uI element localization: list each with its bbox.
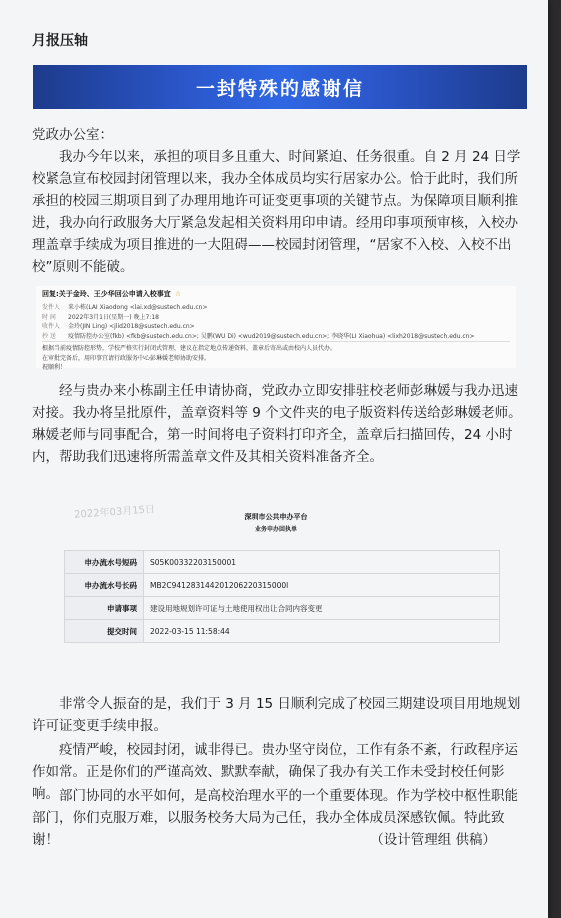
table-row: 提交时间 2022-03-15 11:58:44 xyxy=(65,620,500,643)
email-body-line: 根据当前疫情防控形势，学校严格实行封闭式管理，建议在指定地点传递资料，盖章后寄出或由校内人员代办。 xyxy=(42,345,337,352)
paragraph-3: 非常令人振奋的是，我们于 3 月 15 日顺利完成了校园三期建设项目用地规划许可证变更手续申报。 xyxy=(32,696,521,734)
receipt-table xyxy=(64,550,500,643)
email-header xyxy=(42,303,475,341)
email-header-row: 抄 送 疫情防控办公室(fkb) <fkb@sustech.edu.cn>; 吴鹏(WU Di) <wud2019@sustech.edu.cn>; 李晓华(LI Xiaohua) <lixh2018@sustech.edu.cn> xyxy=(42,332,475,340)
table-row: 申办流水号短码 S05K00332203150001 xyxy=(65,551,500,574)
paragraph-2: 经与贵办来小栋副主任申请协商，党政办立即安排驻校老师彭琳媛与我办迅速对接。我办将呈批原件，盖章资料等 9 个文件夹的电子版资料传送给彭琳媛老师。琳媛老师与同事配合，第一时间将电子资料打印齐全，盖章后扫描回传，24 小时内，帮助我们迅速将所需盖章文件及其相关资料准备齐全。 xyxy=(32,383,522,465)
divider xyxy=(42,341,510,342)
email-header-row: 时 间 2022年3月1日(星期一) 晚上7:18 xyxy=(42,313,159,321)
table-row: 申请事项 建设用地规划许可证与土地使用权出让合同内容变更 xyxy=(65,597,500,620)
email-body-line: 在审批完备后，用印事宜请行政服务中心彭琳媛老师协助安排。 xyxy=(42,354,211,362)
title-banner xyxy=(33,65,527,109)
email-screenshot xyxy=(36,286,516,371)
star-icon: ☆ xyxy=(174,290,182,298)
greeting: 党政办公室： xyxy=(32,127,113,143)
paragraph-4: 疫情严峻，校园封闭，诚非得已。贵办坚守岗位，工作有条不紊，行政程序运作如常。正是你们的严谨高效、默默奉献，确保了我办有关工作未受封校任何影响。 xyxy=(32,742,518,802)
paragraph-5: 部门协同的水平如何，是高校治理水平的一个重要体现。作为学校中枢性职能部门，你们克服万难，以服务校务大局为己任，我办全体成员深感钦佩。特此致谢！ xyxy=(32,788,518,848)
email-header-row: 发件人 来小栋(LAI Xiaodong <lai.xd@sustech.edu.cn> xyxy=(42,304,208,311)
email-body xyxy=(42,344,336,373)
email-body-line: 祝顺利！ xyxy=(42,364,67,371)
section-tag: 月报压轴 xyxy=(32,33,88,49)
receipt-title: 深圳市公共申办平台 xyxy=(244,513,308,521)
email-subject: 回复:关于金玲、王少华回公申请入校事宜 ☆ xyxy=(42,290,182,298)
paragraph-1: 我办今年以来，承担的项目多且重大、时间紧迫、任务很重。自 2 月 24 日学校紧急宣布校园封闭管理以来，我办全体成员均实行居家办公。恰于此时，我们所承担的校园三期项目到了办理用地许可证变更事项的关键节点。为保障项目顺利推进，我办向行政服务大厅紧急发起相关资料用印申请。经用印事项预审核，入校办理盖章手续成为项目推进的一大阻碍——校园封闭管理，“居家不入校、入校不出校”原则不能破。 xyxy=(32,149,521,275)
receipt-subtitle: 业务申办回执单 xyxy=(254,526,297,533)
email-header-row: 收件人 金玲(JIN Ling) <jlid2018@sustech.edu.cn> xyxy=(42,323,195,330)
date-stamp: 2022年03月15日 xyxy=(73,504,156,521)
signature: （设计管理组 供稿） xyxy=(370,832,496,848)
table-row: 申办流水号长码 MB2C941283144201206220315000l xyxy=(65,574,500,597)
receipt-screenshot xyxy=(36,500,516,680)
banner-title: 一封特殊的感谢信 xyxy=(195,77,364,100)
